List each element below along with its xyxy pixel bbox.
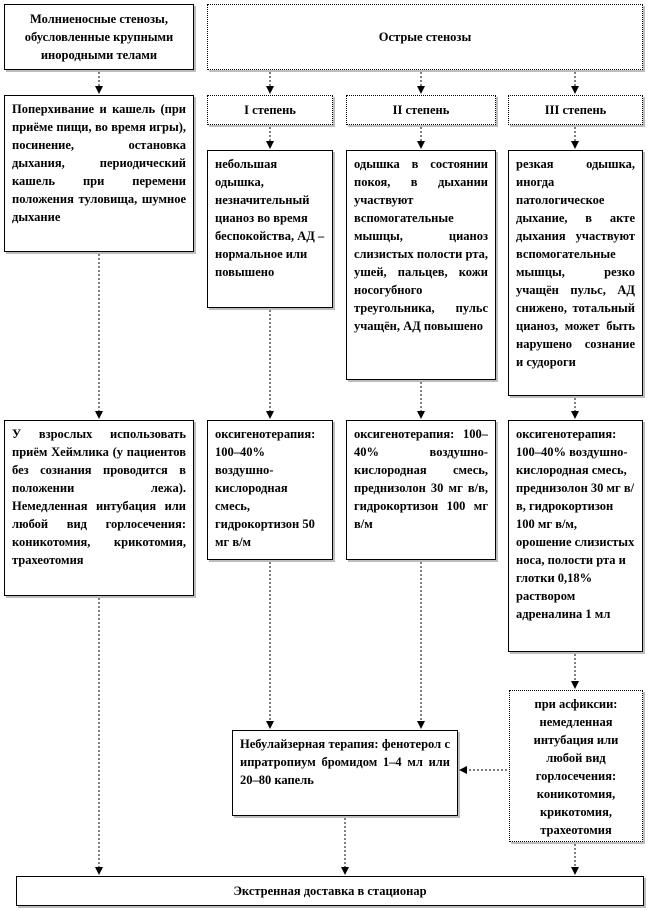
lightning-stenosis-text: Молниеносные стенозы, обусловленные крупными инородными телами [24, 12, 174, 62]
acute-stenosis-text: Острые стенозы [378, 30, 472, 44]
hospital-delivery-text: Экстренная доставка в стационар [233, 884, 427, 898]
degree-1-symptoms-text: небольшая одышка, незначительный цианоз во время беспокойства, АД – нормальное или повышено [215, 157, 325, 279]
degree-3-treatment-text: оксигенотерапия: 100–40% воздушно-кислородная смесь, преднизолон 30 мг в/в, гидрокортизон 100 мг в/м, орошение слизистых носа, полости рта и глотки 0,18% раствором адреналина 1 мл [516, 427, 635, 621]
degree-1-text: I степень [244, 103, 296, 117]
lightning-symptoms-text: Поперхивание и кашель (при приёме пищи, во время игры), посинение, остановка дыхания, периодический кашель при перемени положения туловища, шумное дыхание [12, 102, 186, 224]
nebulizer-text: Небулайзерная терапия: фенотерол с ипратропиум бромидом 1–4 мл или 20–80 капель [240, 737, 450, 787]
degree-1-treatment-text: оксигенотерапия: 100–40% воздушно-кислородная смесь, гидрокортизон 50 мг в/м [215, 427, 316, 549]
lightning-treatment-text: У взрослых использовать приём Хеймлика (у пациентов без сознания проводится в положении лежа). Немедленная интубация или любой вид горлосечения: коникотомия, крикотомия, трахеотомия [12, 427, 186, 567]
degree-2-treatment-text: оксигенотерапия: 100–40% воздушно-кислородная смесь, преднизолон 30 мг в/в, гидрокортизон 100 мг в/м [354, 427, 488, 531]
degree-2-text: II степень [392, 103, 450, 117]
degree-2-symptoms-text: одышка в состоянии покоя, в дыхании участвуют вспомогательные мышцы, цианоз слизистых полости рта, ушей, пальцев, кожи носогубного треугольника, пульс учащён, АД повышено [354, 157, 488, 333]
degree-3-text: III степень [544, 103, 607, 117]
degree-3-symptoms-text: резкая одышка, иногда патологическое дыхание, в акте дыхания участвуют вспомогательные мышцы, резко учащён пульс, АД снижено, тотальный цианоз, может быть нарушено сознание и судороги [516, 157, 635, 369]
asphyxia-text: при асфиксии: немедленная интубация или любой вид горлосечения: коникотомия, крикотомия, трахеотомия [533, 697, 619, 837]
